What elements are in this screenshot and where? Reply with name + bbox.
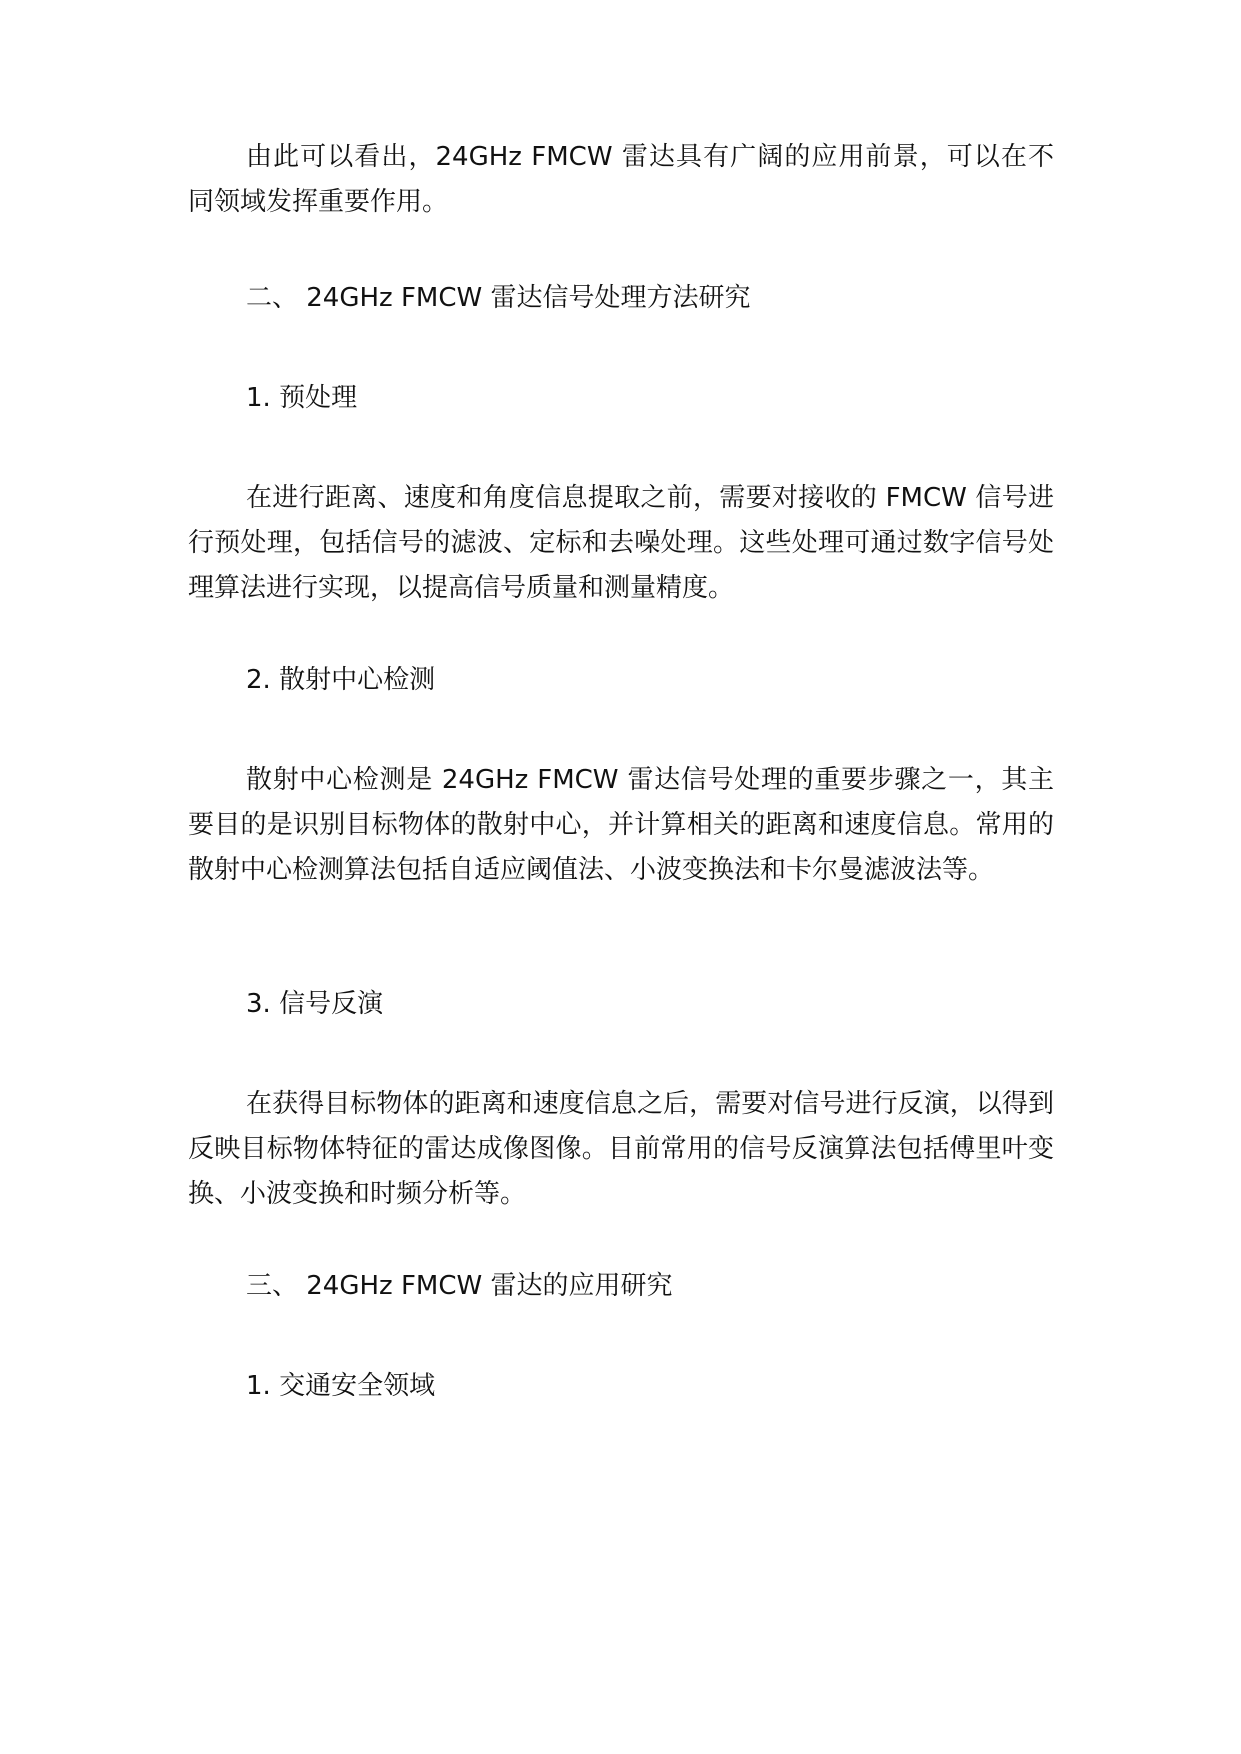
subheading-traffic-safety: 1. 交通安全领域 xyxy=(246,1371,436,1401)
paragraph-signal-inversion: 在获得目标物体的距离和速度信息之后，需要对信号进行反演，以得到反映目标物体特征的雷达成像图像。目前常用的信号反演算法包括傅里叶变换、小波变换和时频分析等。 xyxy=(188,1089,1054,1209)
section-heading-2: 二、 24GHz FMCW 雷达信号处理方法研究 xyxy=(246,283,751,313)
section-heading-3: 三、 24GHz FMCW 雷达的应用研究 xyxy=(246,1271,673,1301)
paragraph-preprocessing: 在进行距离、速度和角度信息提取之前，需要对接收的 FMCW 信号进行预处理，包括信号的滤波、定标和去噪处理。这些处理可通过数字信号处理算法进行实现，以提高信号质量和测量精度。 xyxy=(188,483,1054,603)
subheading-scattering-center: 2. 散射中心检测 xyxy=(246,665,436,695)
subheading-signal-inversion: 3. 信号反演 xyxy=(246,989,384,1019)
subheading-preprocessing: 1. 预处理 xyxy=(246,383,358,413)
paragraph-scattering-center: 散射中心检测是 24GHz FMCW 雷达信号处理的重要步骤之一，其主要目的是识别目标物体的散射中心，并计算相关的距离和速度信息。常用的散射中心检测算法包括自适应阈值法、小波变换法和卡尔曼滤波法等。 xyxy=(188,765,1054,885)
paragraph-conclusion: 由此可以看出，24GHz FMCW 雷达具有广阔的应用前景，可以在不同领域发挥重要作用。 xyxy=(188,142,1054,217)
